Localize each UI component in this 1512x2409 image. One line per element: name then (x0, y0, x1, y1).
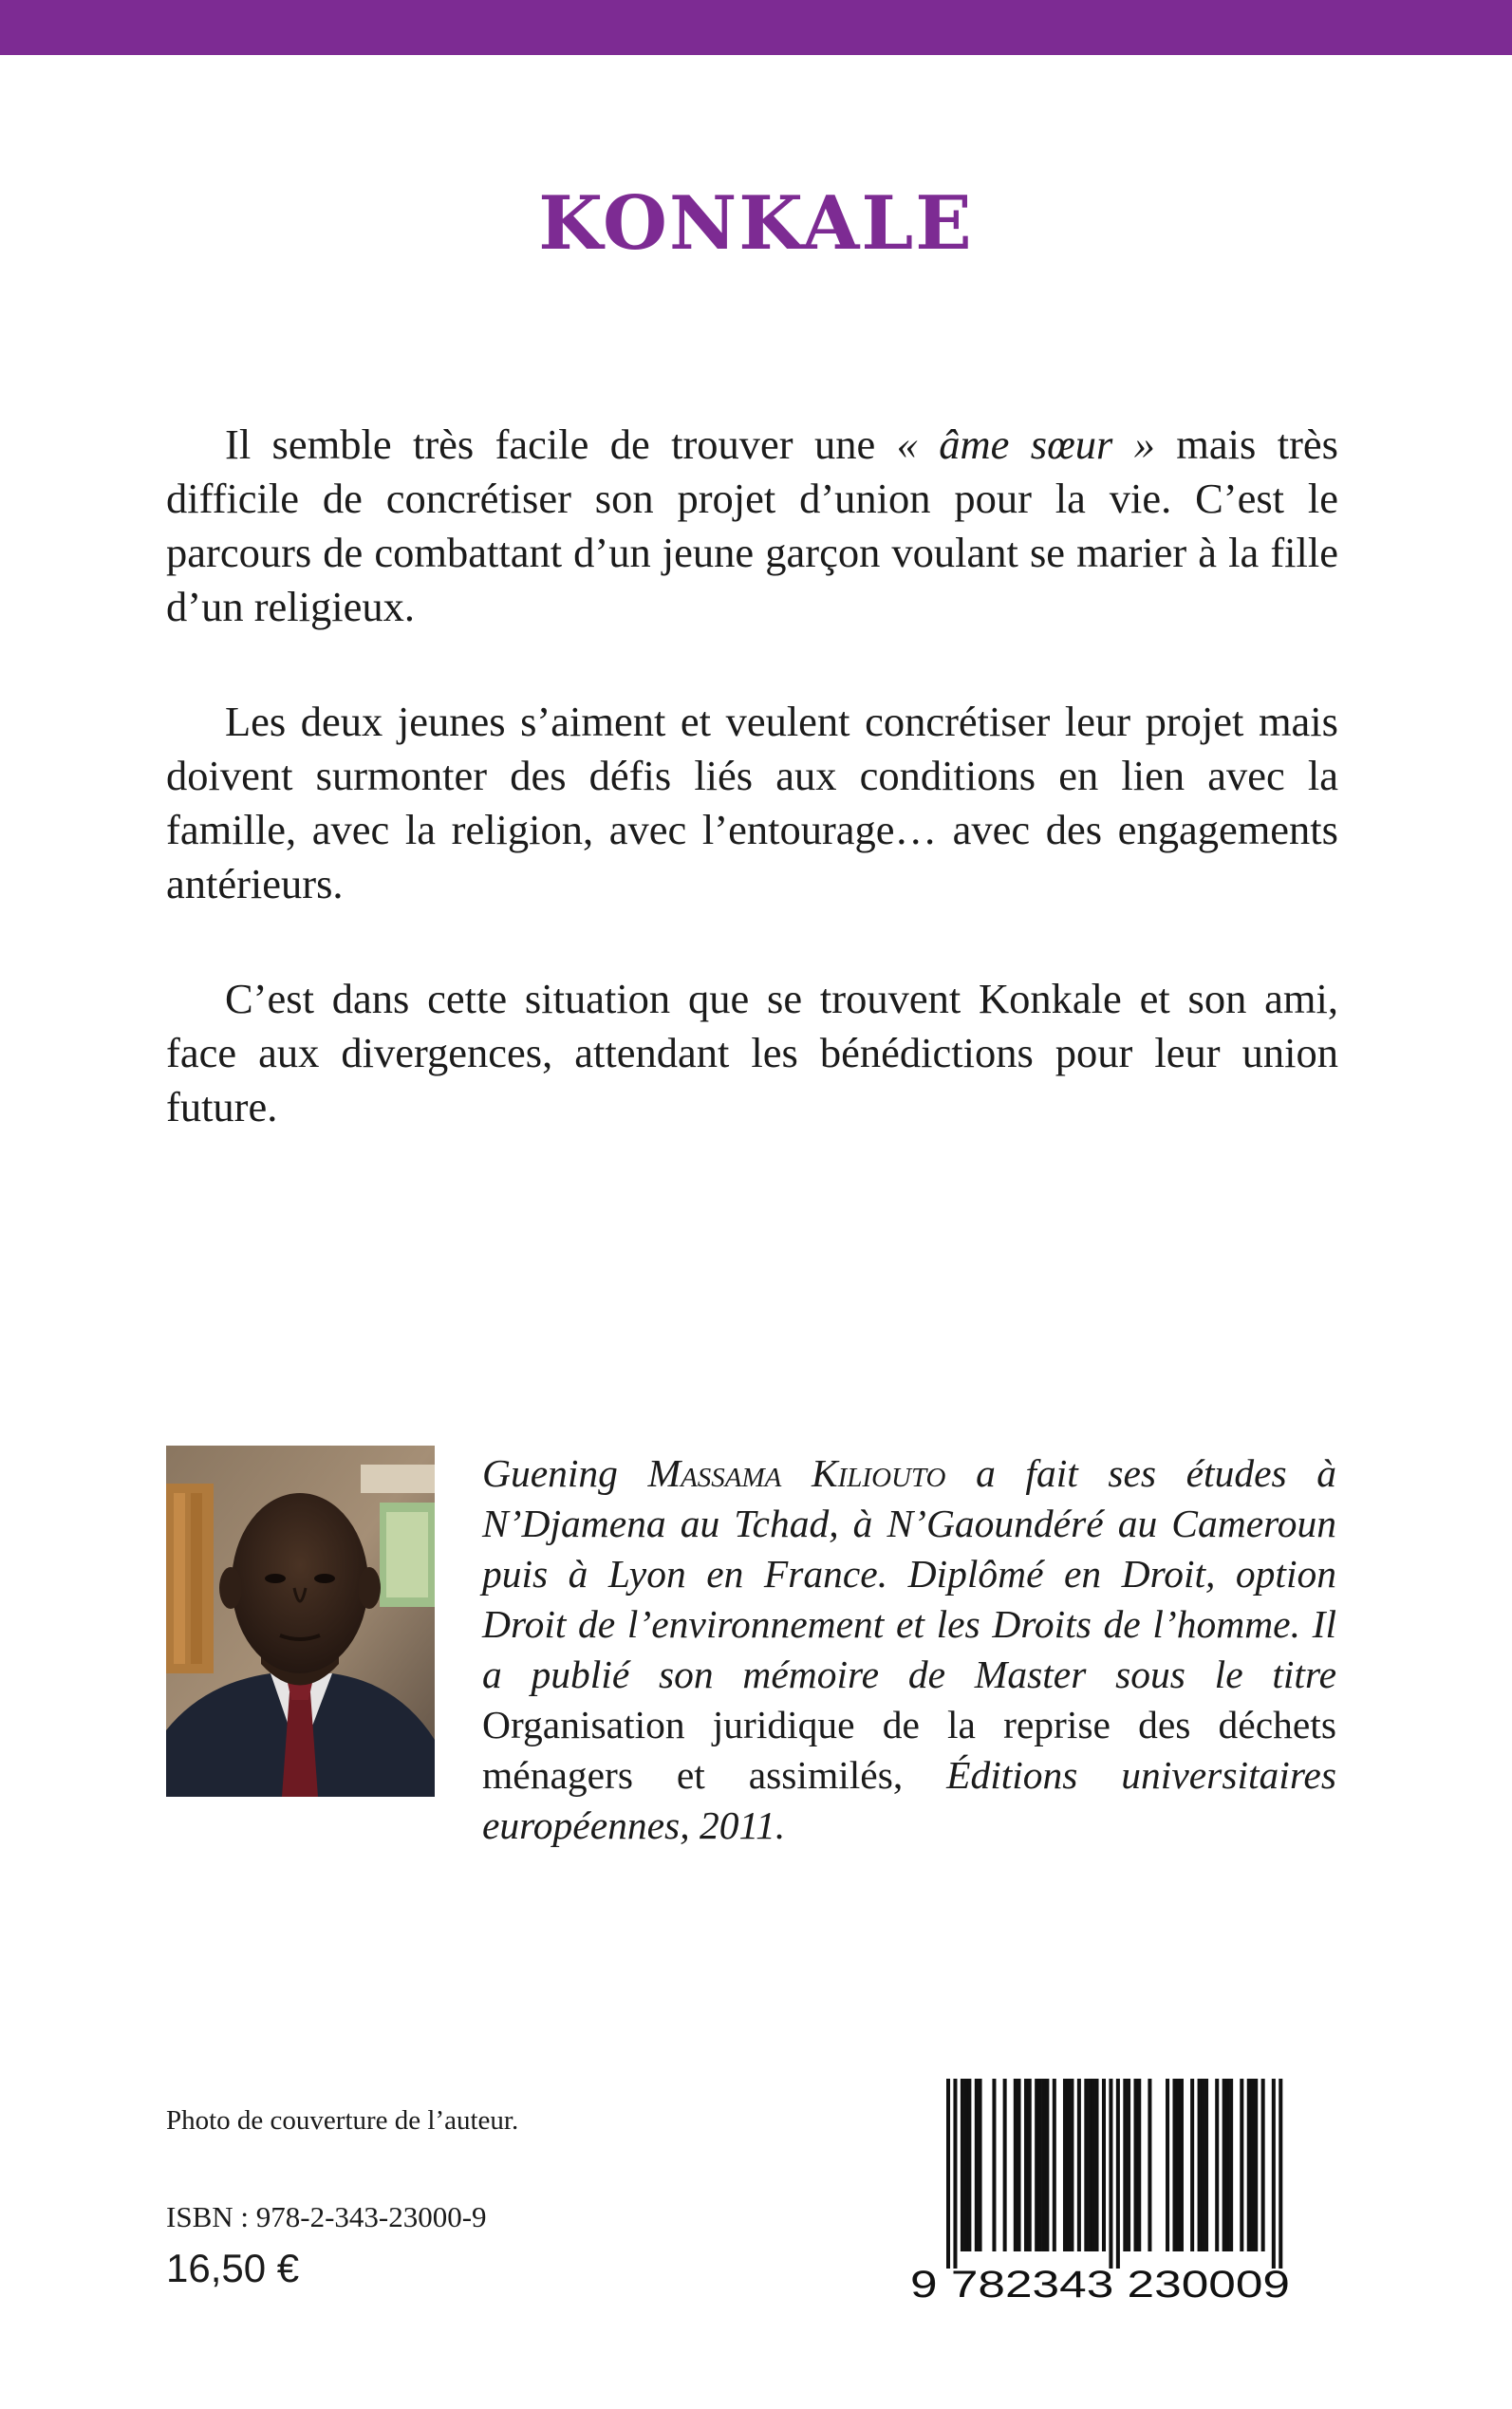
barcode-bar (1247, 2079, 1251, 2251)
blurb-paragraph-2: Les deux jeunes s’aiment et veulent concrétiser leur projet mais doivent surmonter des défis liés aux conditions en lien avec la famille, avec la religion, avec l’entourage… avec des engagements antérieurs. (166, 698, 1338, 907)
barcode-guard-bar (1109, 2079, 1112, 2269)
thesis-title: Organisation juridique de la reprise des déchets ménagers et assimilés, (482, 1703, 1336, 1797)
barcode-bar (1088, 2079, 1092, 2251)
barcode-bar (1045, 2079, 1049, 2251)
barcode-bar (1014, 2079, 1017, 2251)
barcode-number: 9 782343 230009 (910, 2264, 1290, 2306)
author-bio: Guening Massama Kiliouto a fait ses études à N’Djamena au Tchad, à N’Gaoundéré au Cameroun puis à Lyon en France. Diplômé en Droit, option Droit de l’environnement et les Droits de l’homme. Il a publié son mémoire de Master sous le titre Organisation juridique de la reprise des déchets ménagers et assimilés, Éditions universitaires européennes, 2011. (482, 1451, 1336, 1847)
barcode-bar (1070, 2079, 1073, 2251)
barcode-bar (1254, 2079, 1258, 2251)
blurb-paragraph-1: Il semble très facile de trouver une « âme sœur » mais très difficile de concrétiser son projet d’union pour la vie. C’est le parcours de combattant d’un jeune garçon voulant se marier à la fille d’un religieux. (166, 420, 1338, 630)
back-cover-blurb (166, 418, 1338, 1195)
author-last-names: Massama Kiliouto (647, 1451, 946, 1495)
barcode-bar (1042, 2079, 1046, 2251)
barcode-guard-bar (1116, 2079, 1120, 2269)
barcode-bar (1017, 2079, 1021, 2251)
barcode-bar (1166, 2079, 1169, 2251)
barcode-bar (979, 2079, 982, 2251)
barcode-bar (1133, 2079, 1137, 2251)
barcode-bar (1095, 2079, 1099, 2251)
isbn: ISBN : 978-2-343-23000-9 (166, 2200, 487, 2233)
barcode-bar (964, 2079, 968, 2251)
barcode-bar (1240, 2079, 1243, 2251)
barcode-guard-bar (1279, 2079, 1282, 2269)
barcode-bar (1250, 2079, 1254, 2251)
barcode-bar (1180, 2079, 1184, 2251)
barcode-bar (1204, 2079, 1208, 2251)
barcode-bar (1067, 2079, 1071, 2251)
barcode-bar (1084, 2079, 1088, 2251)
barcode-bar (975, 2079, 979, 2251)
isbn-barcode (906, 2079, 1296, 2306)
barcode-bar (1215, 2079, 1219, 2251)
barcode-bar (1225, 2079, 1229, 2251)
barcode-bar (1148, 2079, 1151, 2251)
blurb-paragraph-3: C’est dans cette situation que se trouvent Konkale et son ami, face aux divergences, attendant les bénédictions pour leur union future. (166, 975, 1338, 1130)
barcode-bar (1092, 2079, 1095, 2251)
barcode-bar (1123, 2079, 1127, 2251)
barcode-bar (1003, 2079, 1007, 2251)
barcode-bar (1102, 2079, 1106, 2251)
blurb-emphasis: « âme sœur » (896, 420, 1155, 468)
barcode-bar (1053, 2079, 1056, 2251)
author-photo (166, 1446, 435, 1797)
barcode-bar (961, 2079, 964, 2251)
barcode-bar (1223, 2079, 1226, 2251)
barcode-bar (967, 2079, 971, 2251)
barcode-bar (992, 2079, 996, 2251)
barcode-bars (946, 2079, 1282, 2269)
barcode-guard-bar (953, 2079, 957, 2269)
barcode-bar (1035, 2079, 1038, 2251)
barcode-guard-bar (946, 2079, 950, 2269)
barcode-bar (1229, 2079, 1233, 2251)
barcode-bar (1172, 2079, 1176, 2251)
barcode-guard-bar (1272, 2079, 1276, 2269)
barcode-bar (1201, 2079, 1204, 2251)
top-accent-band (0, 0, 1512, 55)
barcode-bar (1190, 2079, 1194, 2251)
barcode-bar (1063, 2079, 1067, 2251)
barcode-bar (1077, 2079, 1081, 2251)
barcode-bar (1024, 2079, 1028, 2251)
barcode-bar (1198, 2079, 1202, 2251)
book-title: KONKALE (538, 180, 974, 267)
barcode-bar (1176, 2079, 1180, 2251)
author-first-name: Guening (482, 1451, 618, 1495)
price: 16,50 € (166, 2246, 300, 2290)
photo-credit: Photo de couverture de l’auteur. (166, 2105, 519, 2136)
barcode-bar (1137, 2079, 1141, 2251)
barcode-bar (1261, 2079, 1265, 2251)
barcode-bar (1038, 2079, 1042, 2251)
barcode-bar (1127, 2079, 1130, 2251)
barcode-bar (1028, 2079, 1032, 2251)
